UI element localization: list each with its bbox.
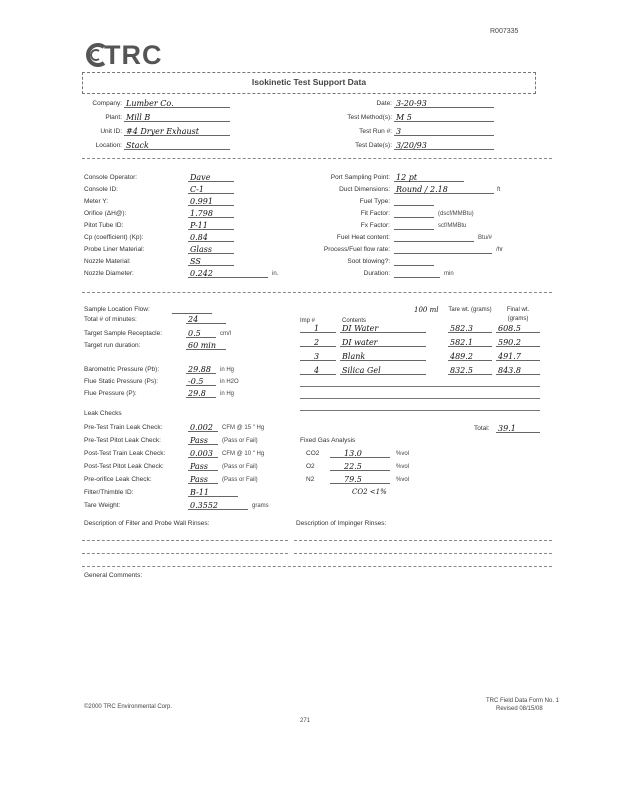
flue-pressure-value: 29.8 xyxy=(188,389,206,398)
imp-row-3-contents[interactable] xyxy=(340,352,426,361)
gas-note: CO2 <1% xyxy=(352,488,387,496)
console-id-value: C-1 xyxy=(190,185,204,194)
imp-4-tare: 832.5 xyxy=(450,366,473,375)
fx-factor-field[interactable] xyxy=(394,221,434,230)
imp-3-final: 491.7 xyxy=(498,352,521,361)
port-sampling-label: Port Sampling Point: xyxy=(330,174,390,181)
test-run-field[interactable] xyxy=(394,127,494,136)
flue-pressure-field[interactable] xyxy=(186,389,216,398)
test-run-value: 3 xyxy=(396,127,402,136)
imp-1-number: 1 xyxy=(314,324,320,333)
soot-blowing-field[interactable] xyxy=(394,257,434,266)
imp-row-2-final[interactable] xyxy=(496,338,540,347)
meter-y-value: 0.991 xyxy=(190,197,213,206)
nozzle-material-field[interactable] xyxy=(188,257,234,266)
pre-pitot-leak-label: Pre-Test Pitot Leak Check: xyxy=(84,437,161,444)
date-value: 3-20-93 xyxy=(396,99,427,108)
imp-4-final: 843.8 xyxy=(498,366,521,375)
barometric-pressure-label: Barometric Pressure (Pb): xyxy=(84,366,160,373)
imp-row-4-contents[interactable] xyxy=(340,366,426,375)
duct-dimensions-unit: ft xyxy=(497,187,501,193)
date-field[interactable] xyxy=(394,99,494,108)
col-imp-number: Imp # xyxy=(300,318,316,324)
console-operator-label: Console Operator: xyxy=(84,174,138,181)
imp-blank-row-1 xyxy=(300,386,540,387)
impinger-rinse-line-1[interactable] xyxy=(294,540,552,541)
duct-dimensions-field[interactable] xyxy=(394,185,494,194)
tare-weight-value: 0.3552 xyxy=(190,501,218,510)
flue-pressure-label: Flue Pressure (P): xyxy=(84,390,137,397)
imp-row-2-tare[interactable] xyxy=(448,338,492,347)
nozzle-diameter-unit: in. xyxy=(272,271,279,277)
orifice-field[interactable] xyxy=(188,209,234,218)
pre-pitot-leak-unit: (Pass or Fail) xyxy=(222,438,258,444)
n2-value: 79.5 xyxy=(344,475,362,484)
pre-orifice-leak-value: Pass xyxy=(190,475,209,484)
fuel-type-field[interactable] xyxy=(394,197,434,206)
fx-factor-unit: scf/MMBtu xyxy=(438,223,467,229)
date-label: Date: xyxy=(376,100,392,107)
post-train-leak-unit: CFM @ 10 " Hg xyxy=(222,451,265,457)
fixed-gas-title: Fixed Gas Analysis xyxy=(300,437,356,444)
cp-coefficient-label: Cp (coefficient) (Kp): xyxy=(84,234,144,241)
flue-pressure-unit: in Hg xyxy=(220,391,235,397)
imp-row-1-contents[interactable] xyxy=(340,324,426,333)
duct-dimensions-label: Duct Dimensions: xyxy=(339,186,390,193)
duct-dimensions-value: Round / 2.18 xyxy=(396,185,448,194)
impinger-rinse-line-2[interactable] xyxy=(294,553,552,554)
pitot-tube-id-value: P-11 xyxy=(190,221,208,230)
sample-location-field[interactable] xyxy=(172,305,212,314)
unit-id-field[interactable] xyxy=(124,127,230,136)
pre-orifice-leak-label: Pre-orifice Leak Check: xyxy=(84,476,152,483)
tare-weight-field[interactable] xyxy=(188,501,248,510)
filter-id-label: Filter/Thimble ID: xyxy=(84,489,134,496)
soot-blowing-label: Soot blowing?: xyxy=(347,258,390,265)
pre-train-leak-field[interactable] xyxy=(188,423,218,432)
pre-orifice-leak-unit: (Pass or Fail) xyxy=(222,477,258,483)
imp-row-4-final[interactable] xyxy=(496,366,540,375)
co2-label: CO2 xyxy=(306,450,320,457)
probe-liner-field[interactable] xyxy=(188,245,234,254)
co2-value: 13.0 xyxy=(344,449,362,458)
target-receptacle-label: Target Sample Receptacle: xyxy=(84,330,163,337)
imp-3-contents: Blank xyxy=(342,352,366,361)
o2-field[interactable] xyxy=(330,462,390,471)
copyright: ©2000 TRC Environmental Corp. xyxy=(84,704,173,710)
imp-1-contents: DI Water xyxy=(342,324,379,333)
target-duration-field[interactable] xyxy=(186,341,226,350)
imp-row-2-contents[interactable] xyxy=(340,338,426,347)
fuel-heat-unit: Btu/# xyxy=(478,235,493,241)
target-receptacle-unit: cm/l xyxy=(220,331,231,337)
console-id-label: Console ID: xyxy=(84,186,118,193)
post-pitot-leak-label: Post-Test Pitot Leak Check: xyxy=(84,463,164,470)
imp-annotation: 100 ml xyxy=(414,306,439,314)
imp-row-4-tare[interactable] xyxy=(448,366,492,375)
imp-blank-row-3 xyxy=(300,410,540,411)
col-tare-weight: Tare wt. (grams) xyxy=(448,307,492,313)
imp-row-3-final[interactable] xyxy=(496,352,540,361)
section-divider-3 xyxy=(82,566,552,567)
fit-factor-field[interactable] xyxy=(394,209,434,218)
imp-row-3-tare[interactable] xyxy=(448,352,492,361)
pre-orifice-leak-field[interactable] xyxy=(188,475,218,484)
pitot-tube-id-label: Pitot Tube ID: xyxy=(84,222,124,229)
imp-4-number: 4 xyxy=(314,366,320,375)
orifice-value: 1.798 xyxy=(190,209,213,218)
imp-2-tare: 582.1 xyxy=(450,338,473,347)
target-duration-value: 60 min xyxy=(188,341,217,350)
tare-weight-label: Tare Weight: xyxy=(84,502,121,509)
o2-value: 22.5 xyxy=(344,462,362,471)
total-minutes-field[interactable] xyxy=(186,315,226,324)
meter-y-label: Meter Y: xyxy=(84,198,109,205)
test-method-value: M 5 xyxy=(396,113,412,122)
col-final-weight: Final wt. (grams) xyxy=(506,307,530,322)
process-flow-unit: /hr xyxy=(496,247,504,253)
co2-field[interactable] xyxy=(330,449,390,458)
n2-label: N2 xyxy=(306,476,315,483)
imp-3-tare: 489.2 xyxy=(450,352,473,361)
page-number: 271 xyxy=(300,718,311,724)
tare-weight-unit: grams xyxy=(252,503,269,509)
static-pressure-value: -0.5 xyxy=(188,377,204,386)
o2-label: O2 xyxy=(306,463,315,470)
imp-2-final: 590.2 xyxy=(498,338,521,347)
revision: Revised 08/15/08 xyxy=(496,706,543,712)
test-date-label: Test Date(s): xyxy=(355,142,392,149)
orifice-label: Orifice (ΔH@): xyxy=(84,210,127,217)
imp-4-contents: Silica Gel xyxy=(342,366,381,375)
imp-total-label: Total: xyxy=(474,425,490,432)
fx-factor-label: Fx Factor: xyxy=(360,222,390,229)
process-flow-label: Process/Fuel flow rate: xyxy=(323,246,390,253)
imp-row-4-number xyxy=(300,366,336,375)
post-train-leak-value: 0.003 xyxy=(190,449,213,458)
imp-row-1-number xyxy=(300,324,336,333)
process-flow-field[interactable] xyxy=(394,245,492,254)
imp-row-3-number xyxy=(300,352,336,361)
static-pressure-unit: in H2O xyxy=(220,379,239,385)
total-minutes-value: 24 xyxy=(188,315,199,324)
plant-label: Plant: xyxy=(105,114,122,121)
meter-y-field[interactable] xyxy=(188,197,234,206)
pre-train-leak-unit: CFM @ 15 " Hg xyxy=(222,425,265,431)
console-operator-field[interactable] xyxy=(188,173,234,182)
test-date-value: 3/20/93 xyxy=(396,141,427,150)
test-method-label: Test Method(s): xyxy=(347,114,392,121)
target-receptacle-value: 0.5 xyxy=(188,329,201,338)
static-pressure-label: Flue Static Pressure (Ps): xyxy=(84,378,159,385)
imp-row-1-final[interactable] xyxy=(496,324,540,333)
total-minutes-label: Total # of minutes: xyxy=(84,316,137,323)
filter-rinse-label: Description of Filter and Probe Wall Rinses: xyxy=(84,520,210,527)
imp-row-2-number xyxy=(300,338,336,347)
port-sampling-value: 12 pt xyxy=(396,173,418,182)
o2-unit: %vol xyxy=(396,464,410,470)
fuel-heat-field[interactable] xyxy=(394,233,474,242)
duration-field[interactable] xyxy=(394,269,440,278)
plant-value: Mill B xyxy=(126,113,151,122)
barometric-pressure-unit: in Hg xyxy=(220,367,235,373)
col-contents: Contents xyxy=(342,318,367,324)
nozzle-material-value: SS xyxy=(190,257,201,266)
pre-train-leak-value: 0.002 xyxy=(190,423,213,432)
section-divider-2 xyxy=(82,292,552,293)
general-comments-label: General Comments: xyxy=(84,572,143,579)
filter-rinse-line-2[interactable] xyxy=(82,553,288,554)
nozzle-diameter-label: Nozzle Diameter: xyxy=(84,270,134,277)
test-date-field[interactable] xyxy=(394,141,494,150)
duration-unit: min xyxy=(444,271,454,277)
post-pitot-leak-value: Pass xyxy=(190,462,209,471)
pre-train-leak-label: Pre-Test Train Leak Check: xyxy=(84,424,163,431)
impinger-rinse-label: Description of Impinger Rinses: xyxy=(296,520,387,527)
port-sampling-field[interactable] xyxy=(394,173,464,182)
imp-3-number: 3 xyxy=(314,352,320,361)
cp-coefficient-value: 0.84 xyxy=(190,233,208,242)
console-operator-value: Dave xyxy=(190,173,211,182)
location-value: Stack xyxy=(126,141,149,150)
imp-2-contents: DI water xyxy=(342,338,378,347)
post-pitot-leak-unit: (Pass or Fail) xyxy=(222,464,258,470)
document-id: R007335 xyxy=(490,28,519,35)
duration-label: Duration: xyxy=(363,270,390,277)
form-id: TRC Field Data Form No. 1 xyxy=(486,698,560,704)
n2-field[interactable] xyxy=(330,475,390,484)
test-method-field[interactable] xyxy=(394,113,494,122)
fit-factor-unit: (dscf/MMBtu) xyxy=(438,211,474,217)
nozzle-diameter-value: 0.242 xyxy=(190,269,213,278)
nozzle-diameter-field[interactable] xyxy=(188,269,268,278)
post-pitot-leak-field[interactable] xyxy=(188,462,218,471)
section-divider-1 xyxy=(82,158,552,159)
filter-id-field[interactable] xyxy=(188,488,238,497)
fuel-type-label: Fuel Type: xyxy=(359,198,390,205)
company-value: Lumber Co. xyxy=(126,99,174,108)
imp-1-final: 608.5 xyxy=(498,324,521,333)
cp-coefficient-field[interactable] xyxy=(188,233,234,242)
filter-rinse-line-1[interactable] xyxy=(82,540,288,541)
sample-location-label: Sample Location Flow: xyxy=(84,306,150,313)
imp-total-field[interactable] xyxy=(496,424,540,433)
target-duration-label: Target run duration: xyxy=(84,342,141,349)
imp-row-1-tare[interactable] xyxy=(448,324,492,333)
filter-id-value: B-11 xyxy=(190,488,209,497)
fuel-heat-label: Fuel Heat content: xyxy=(336,234,390,241)
target-receptacle-field[interactable] xyxy=(186,329,216,338)
imp-2-number: 2 xyxy=(314,338,320,347)
pitot-tube-id-field[interactable] xyxy=(188,221,234,230)
co2-unit: %vol xyxy=(396,451,410,457)
pre-pitot-leak-value: Pass xyxy=(190,436,209,445)
trc-logo xyxy=(84,40,194,70)
barometric-pressure-field[interactable] xyxy=(186,365,216,374)
imp-blank-row-2 xyxy=(300,398,540,399)
test-run-label: Test Run #: xyxy=(359,128,392,135)
location-field[interactable] xyxy=(124,141,230,150)
form-title: Isokinetic Test Support Data xyxy=(251,77,367,87)
plant-field[interactable] xyxy=(124,113,230,122)
company-label: Company: xyxy=(92,100,122,107)
n2-unit: %vol xyxy=(396,477,410,483)
leak-checks-title: Leak Checks xyxy=(84,410,122,417)
company-field[interactable] xyxy=(124,99,230,108)
pre-pitot-leak-field[interactable] xyxy=(188,436,218,445)
unit-id-value: #4 Dryer Exhaust xyxy=(126,127,199,136)
static-pressure-field[interactable] xyxy=(186,377,216,386)
logo-text: TRC xyxy=(104,40,163,70)
fit-factor-label: Fit Factor: xyxy=(360,210,390,217)
nozzle-material-label: Nozzle Material: xyxy=(84,258,131,265)
probe-liner-label: Probe Liner Material: xyxy=(84,246,145,253)
barometric-pressure-value: 29.88 xyxy=(188,365,211,374)
probe-liner-value: Glass xyxy=(190,245,212,254)
unit-id-label: Unit ID: xyxy=(100,128,122,135)
imp-1-tare: 582.3 xyxy=(450,324,473,333)
post-train-leak-field[interactable] xyxy=(188,449,218,458)
console-id-field[interactable] xyxy=(188,185,234,194)
form-title-box xyxy=(82,72,536,94)
location-label: Location: xyxy=(95,142,122,149)
post-train-leak-label: Post-Test Train Leak Check: xyxy=(84,450,166,457)
imp-total-value: 39.1 xyxy=(498,424,516,433)
